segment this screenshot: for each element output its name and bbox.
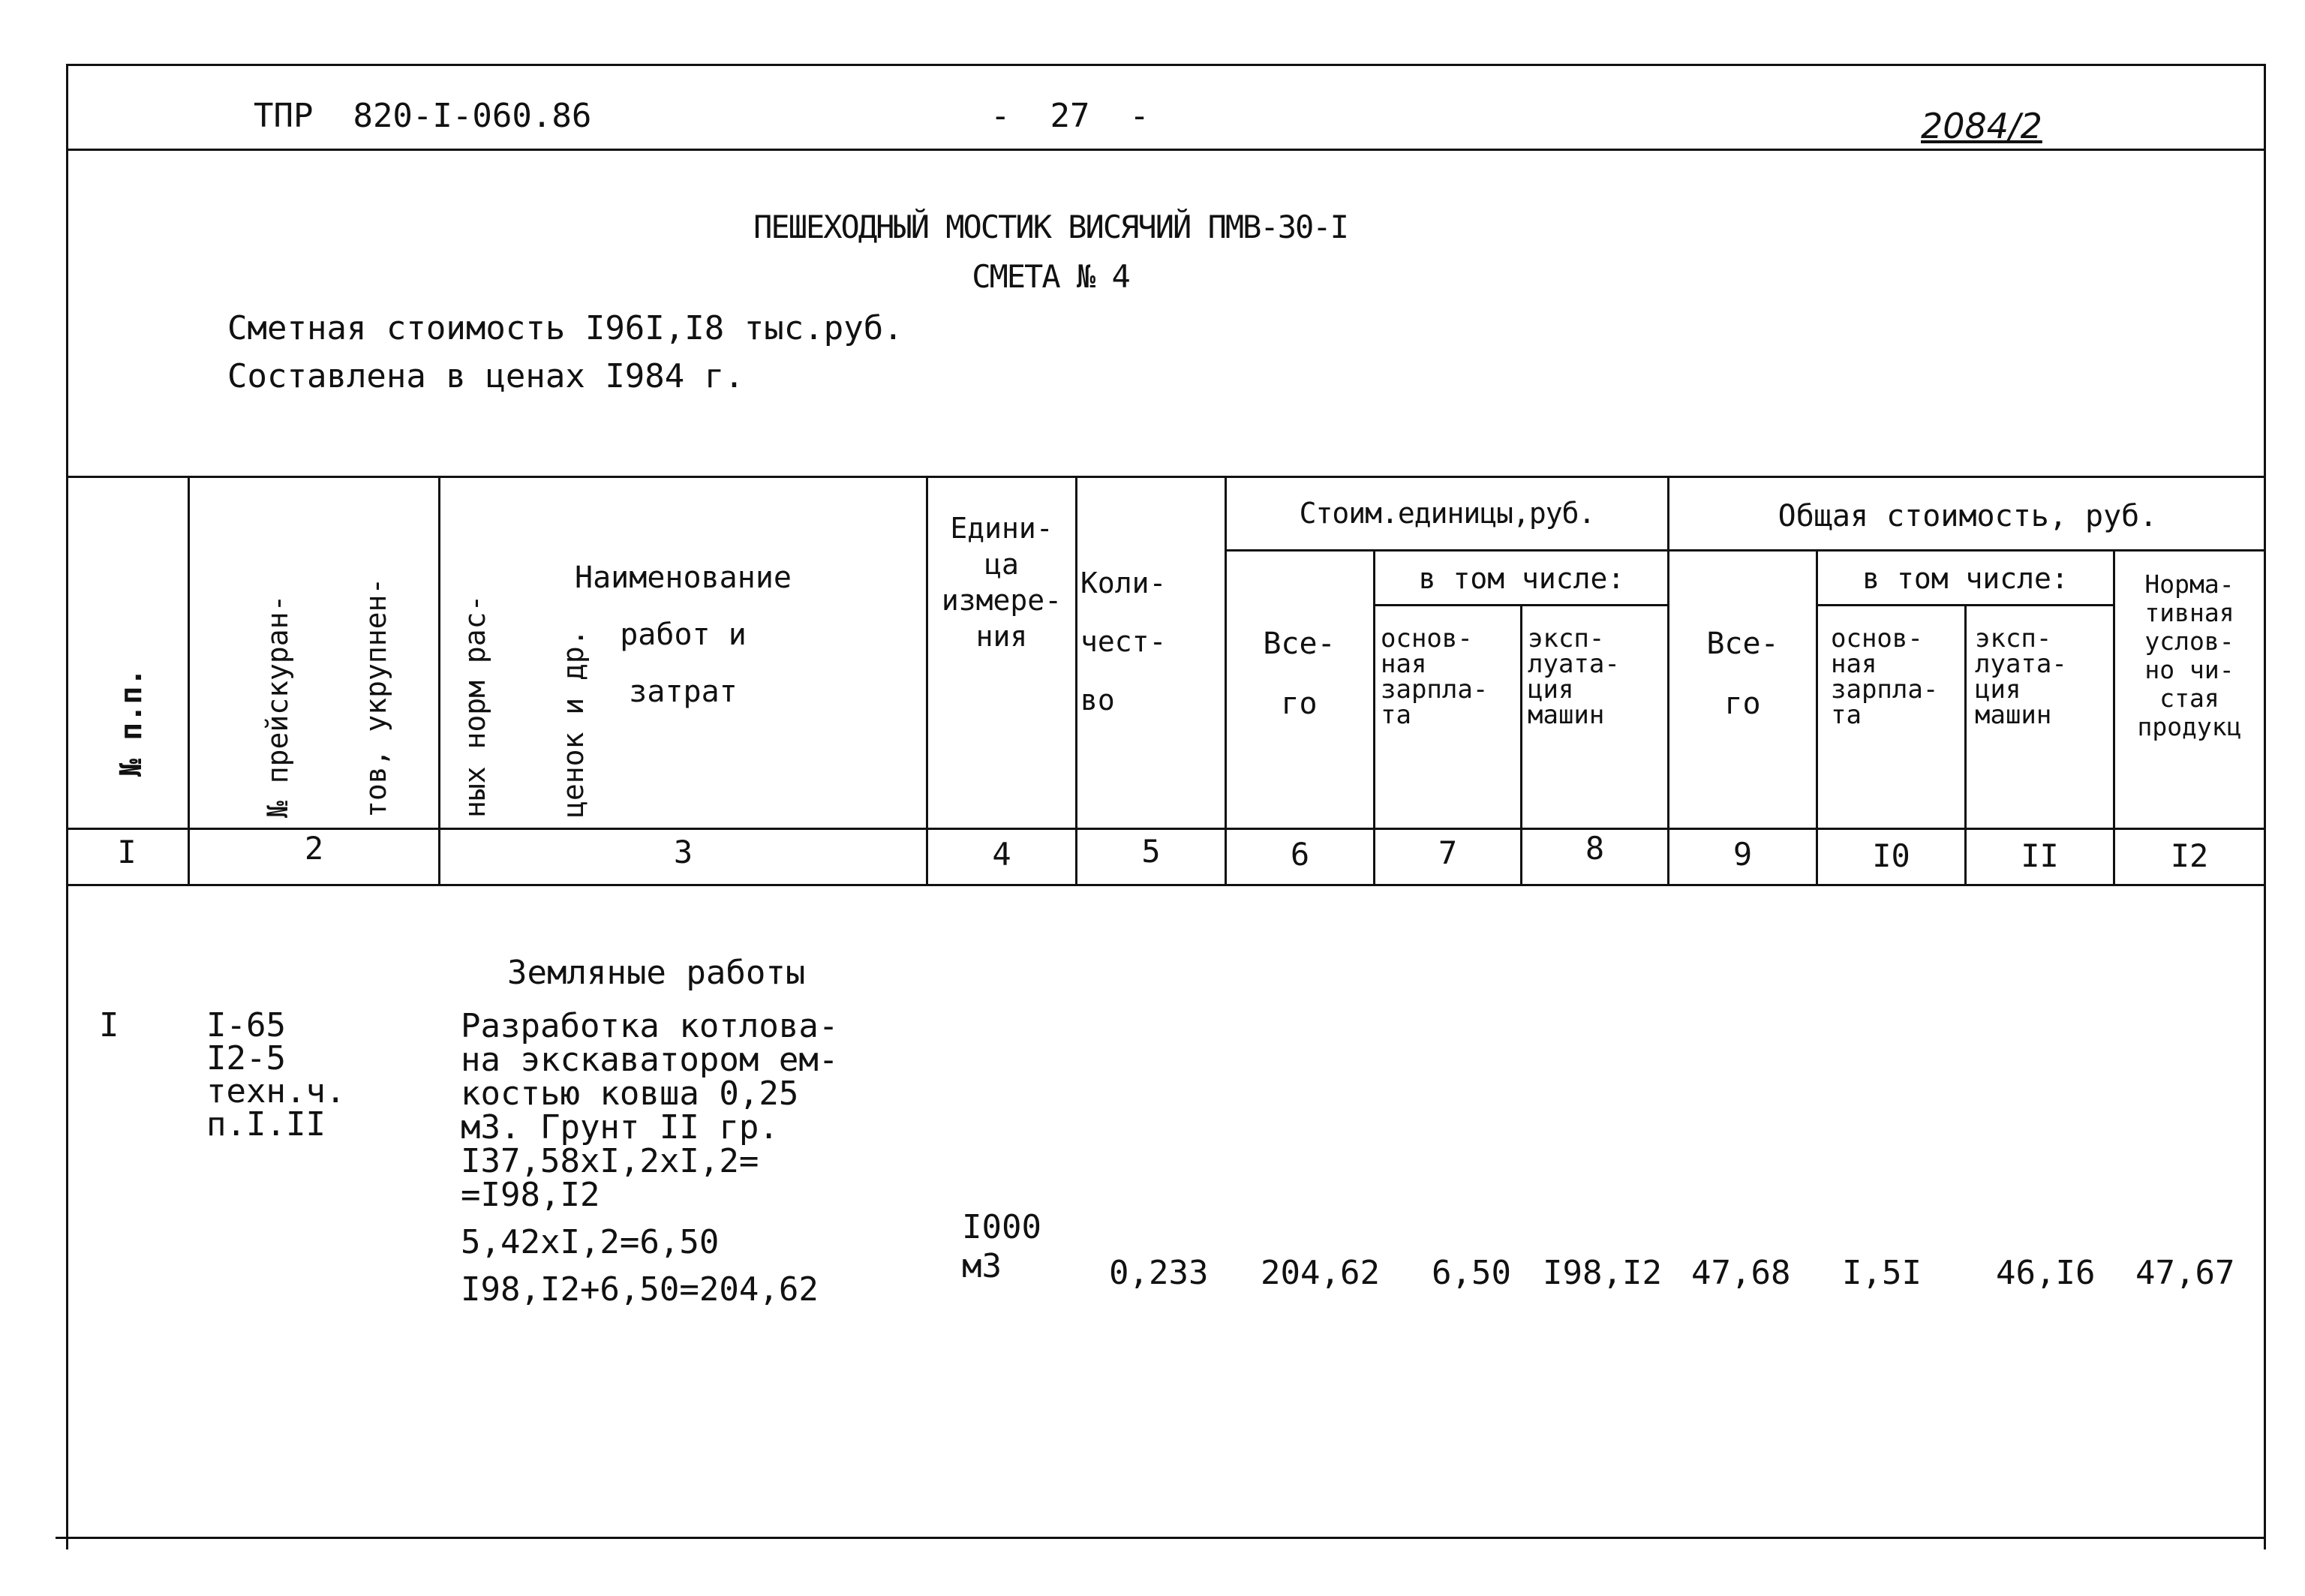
- row-sum-machines: 46,I6: [1996, 1254, 2096, 1292]
- col-number-12: I2: [2170, 837, 2209, 874]
- col-number-4: 4: [992, 836, 1011, 873]
- row-unit-total: 204,62: [1261, 1254, 1380, 1292]
- section-heading: Земляные работы: [507, 954, 806, 992]
- col-number-5: 5: [1141, 833, 1161, 870]
- row-unit-machines: I98,I2: [1543, 1254, 1662, 1292]
- header-sum-incl: в том числе:: [1862, 562, 2069, 595]
- table-top-line: [66, 476, 2266, 478]
- row-norm-product: 47,67: [2135, 1254, 2235, 1292]
- document-title: ПЕШЕХОДНЫЙ МОСТИК ВИСЯЧИЙ ПМВ-30-I: [753, 209, 1348, 245]
- row-unit-salary: 6,50: [1432, 1254, 1511, 1292]
- col-number-3: 3: [673, 834, 693, 870]
- header-sum-total: Все- го: [1706, 627, 1779, 721]
- header-unit-salary: основ- ная зарпла- та: [1381, 624, 1489, 730]
- header-total-cost-group: Общая стоимость, руб.: [1778, 499, 2158, 534]
- estimate-number: СМЕТА № 4: [972, 258, 1129, 295]
- col-line-4: [1075, 476, 1077, 886]
- col-number-11: II: [2021, 837, 2059, 874]
- price-basis: Составлена в ценах I984 г.: [227, 357, 744, 395]
- row-unit: I000 м3: [962, 1208, 1041, 1285]
- col-number-10: I0: [1872, 837, 1910, 874]
- page-number: - 27 -: [990, 97, 1149, 135]
- estimated-cost: Сметная стоимость I96I,I8 тыс.руб.: [227, 309, 903, 347]
- colnum-top-line: [66, 828, 2266, 830]
- col-number-1: I: [117, 834, 137, 870]
- colnum-bottom-line: [66, 884, 2266, 886]
- header-sum-machines: эксп- луата- ция машин: [1975, 624, 2067, 730]
- header-sum-salary: основ- ная зарпла- та: [1831, 624, 1939, 730]
- group-header-line: [1225, 549, 2266, 552]
- header-unit-cost-group: Стоим.единицы,руб.: [1299, 497, 1595, 530]
- document-code: ТПР 820-I-060.86: [254, 97, 592, 135]
- col-number-8: 8: [1585, 830, 1605, 867]
- header-row-number: № п.п.: [114, 668, 149, 777]
- header-quantity: Коли- чест- во: [1080, 567, 1167, 717]
- row-description: Разработка котлова- на экскаватором ем- костью ковша 0,25 м3. Грунт II гр. I37,58хI,2хI,2= =I98,I2 5,42хI,2=6,50 I98,I2+6,50=204,62: [461, 1007, 839, 1309]
- row-number: I: [99, 1006, 119, 1044]
- row-sum-salary: I,5I: [1842, 1254, 1922, 1292]
- header-unit: Едини- ца измере- ния: [941, 512, 1062, 653]
- frame-top: [66, 64, 2266, 66]
- header-pricelist-ref: № прейскуран- тов, укрупнен- ных норм рас- ценок и др.: [261, 577, 590, 818]
- col-line-9: [1816, 549, 1818, 886]
- header-normative-product: Норма- тивная услов- но чи- стая продукц: [2137, 570, 2242, 741]
- frame-right: [2264, 64, 2266, 1549]
- sheet-number: 2084/2: [1921, 106, 2042, 146]
- header-separator: [66, 149, 2266, 151]
- col-number-2: 2: [304, 830, 324, 867]
- header-unit-incl: в том числе:: [1418, 562, 1625, 595]
- col-line-6: [1373, 549, 1375, 886]
- header-unit-machines: эксп- луата- ция машин: [1528, 624, 1620, 730]
- frame-bottom: [56, 1537, 2266, 1539]
- header-work-name: Наименование работ и затрат: [575, 561, 792, 709]
- header-unit-total: Все- го: [1263, 627, 1336, 721]
- row-pricelist-refs: I-65 I2-5 техн.ч. п.I.II: [206, 1006, 346, 1144]
- col-number-9: 9: [1733, 836, 1753, 873]
- col-line-1: [188, 476, 190, 886]
- row-quantity: 0,233: [1109, 1254, 1209, 1292]
- col-number-6: 6: [1290, 836, 1310, 873]
- row-sum-total: 47,68: [1691, 1254, 1791, 1292]
- frame-left: [66, 64, 68, 1549]
- col-number-7: 7: [1438, 834, 1458, 871]
